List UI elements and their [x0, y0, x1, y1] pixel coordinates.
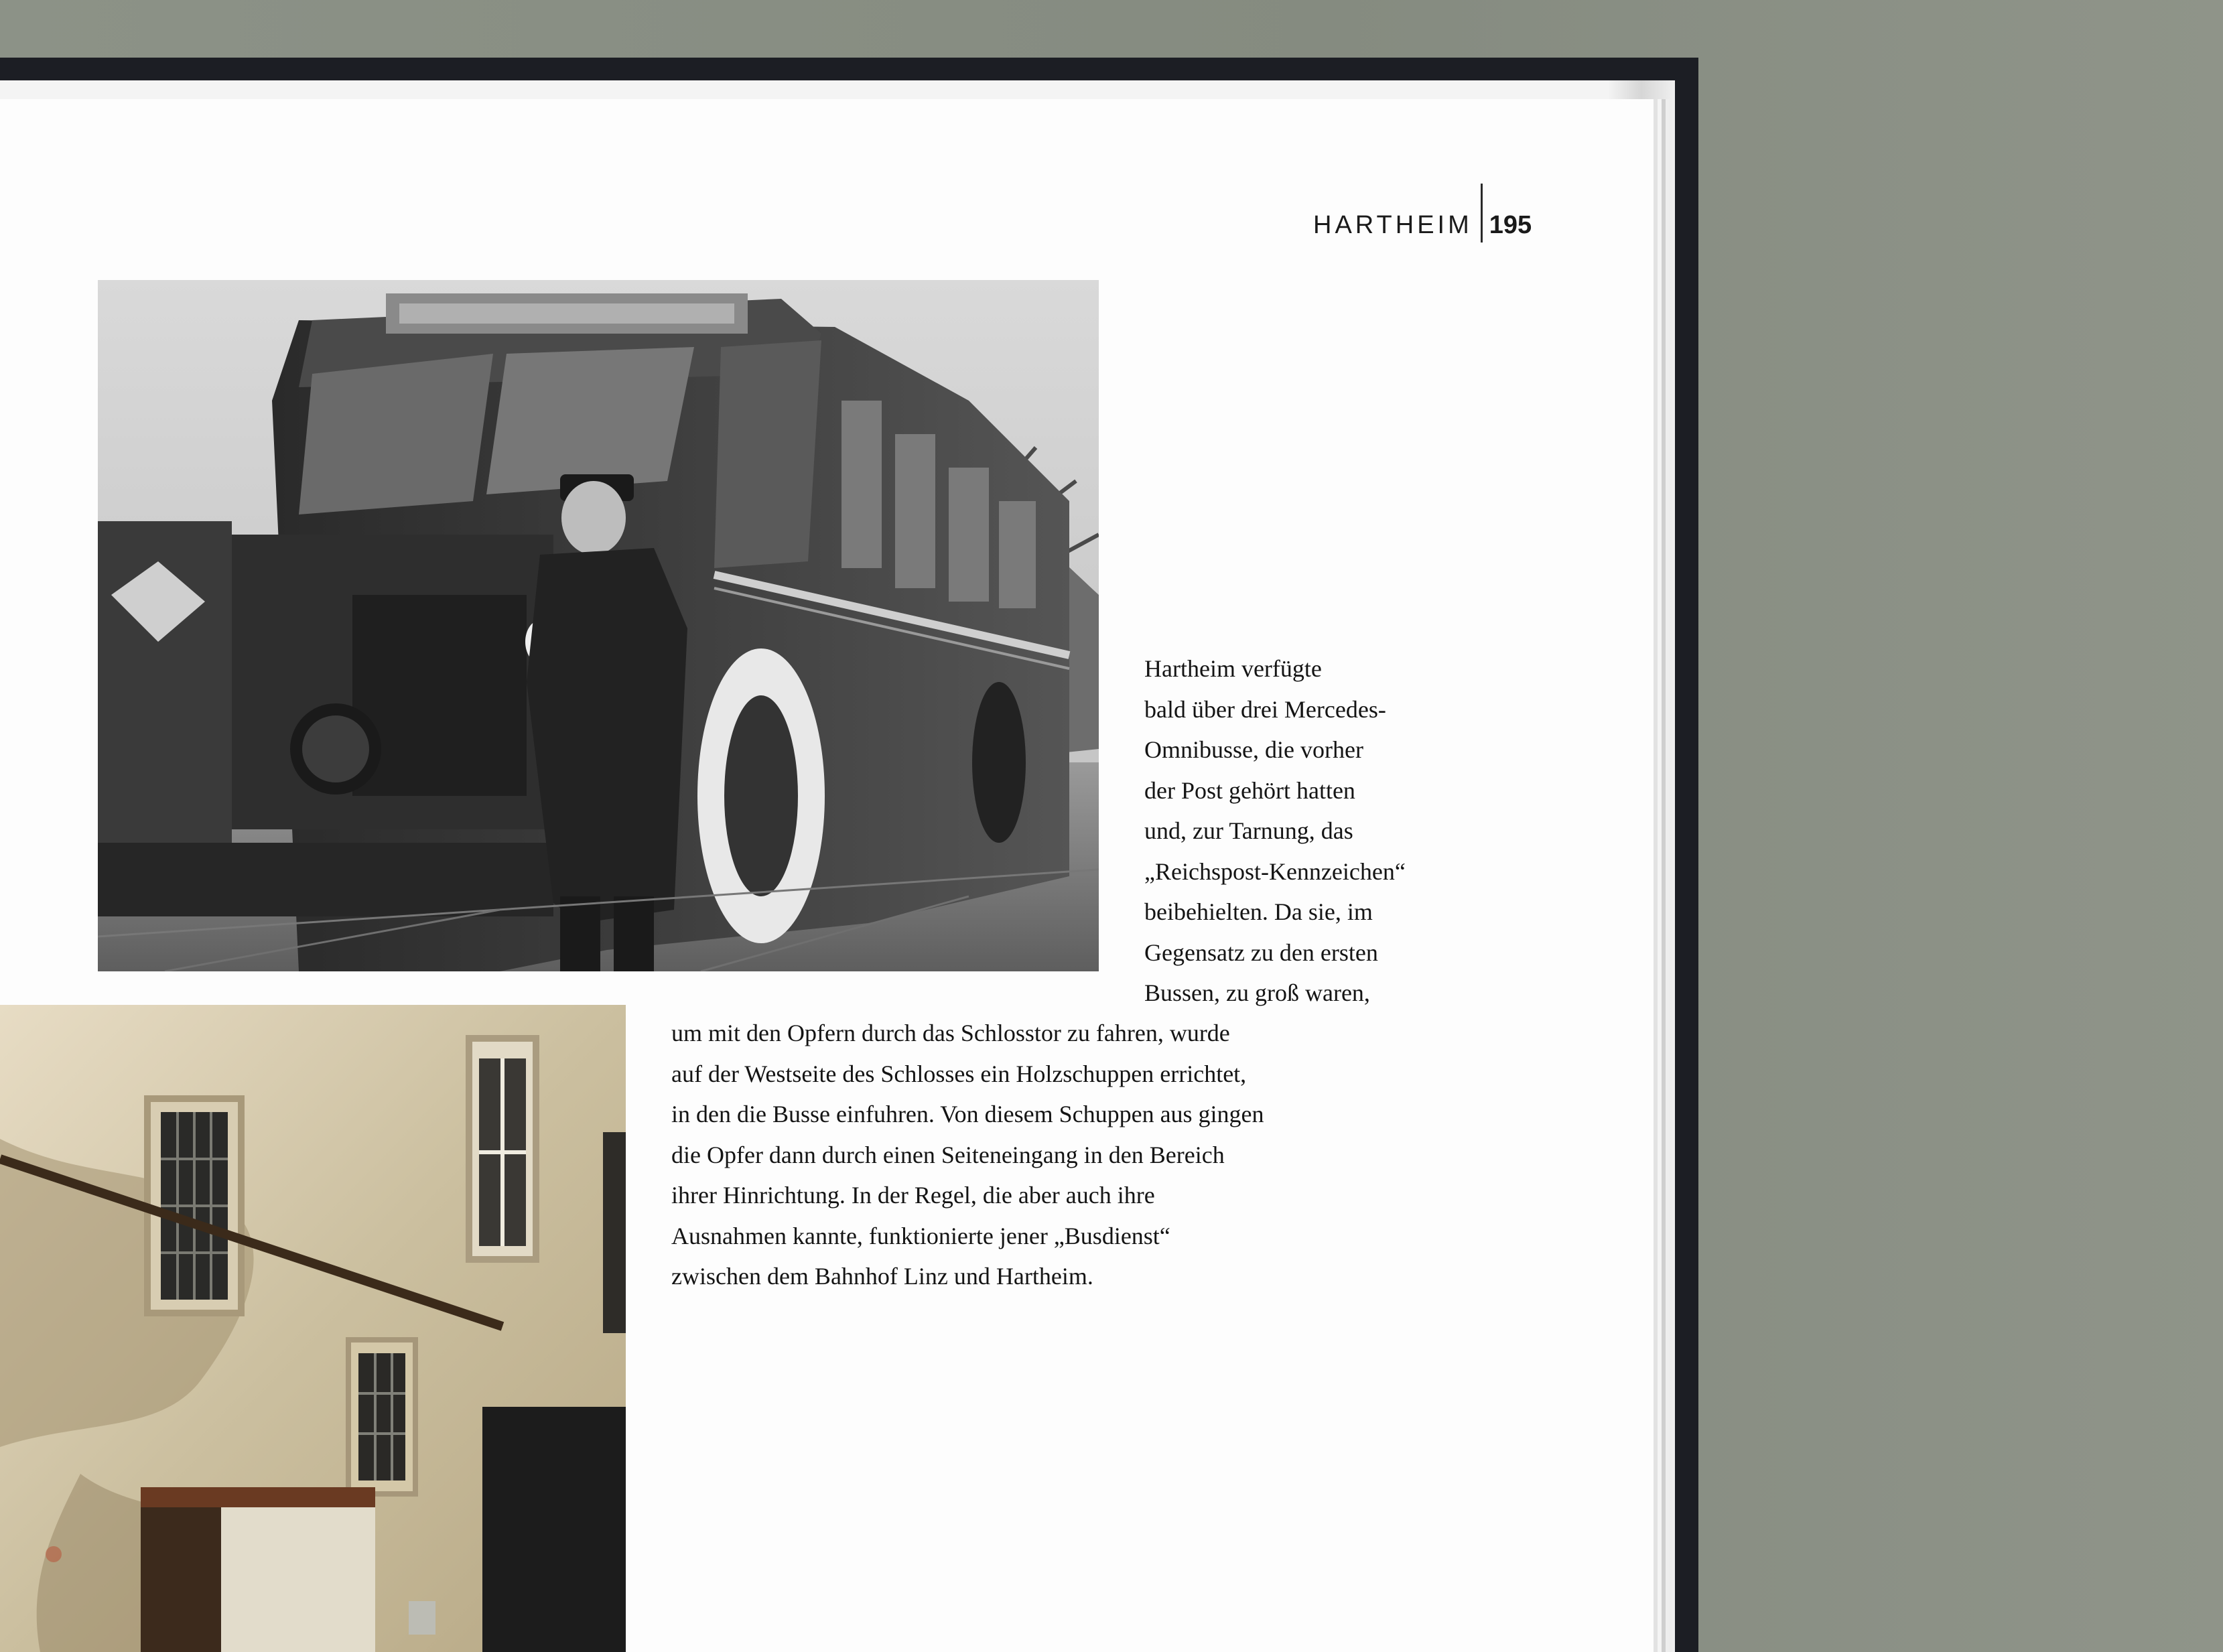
text-line: die Opfer dann durch einen Seiteneingang in den Bereich: [671, 1141, 1225, 1168]
body-text-narrow: [1144, 648, 1493, 1014]
text-line: und, zur Tarnung, das: [1144, 817, 1353, 844]
text-line: bald über drei Mercedes-: [1144, 695, 1386, 723]
building-photo: [0, 1005, 626, 1652]
text-line: Omnibusse, die vorher: [1144, 736, 1363, 763]
text-line: zwischen dem Bahnhof Linz und Hartheim.: [671, 1263, 1093, 1290]
page-number: 195: [1489, 210, 1532, 239]
text-line: in den die Busse einfuhren. Von diesem Schuppen aus gingen: [671, 1101, 1264, 1127]
text-line: ihrer Hinrichtung. In der Regel, die aber auch ihre: [671, 1182, 1155, 1209]
running-head: [1313, 196, 1532, 255]
text-line: um mit den Opfern durch das Schlosstor zu fahren, wurde: [671, 1020, 1230, 1046]
body-text-wide: [671, 1013, 1475, 1297]
text-line: der Post gehört hatten: [1144, 776, 1355, 804]
text-line: Gegensatz zu den ersten: [1144, 939, 1378, 966]
text-line: Bussen, zu groß waren,: [1144, 979, 1370, 1006]
text-line: Ausnahmen kannte, funktionierte jener „Busdienst“: [671, 1222, 1170, 1249]
text-line: „Reichspost-Kennzeichen“: [1144, 857, 1406, 885]
text-line: Hartheim verfügte: [1144, 655, 1322, 682]
running-head-divider: [1481, 184, 1483, 243]
text-line: auf der Westseite des Schlosses ein Holzschuppen errichtet,: [671, 1060, 1247, 1087]
running-head-title: HARTHEIM: [1313, 210, 1473, 239]
bus-photo: [98, 280, 1099, 971]
text-line: beibehielten. Da sie, im: [1144, 898, 1373, 925]
